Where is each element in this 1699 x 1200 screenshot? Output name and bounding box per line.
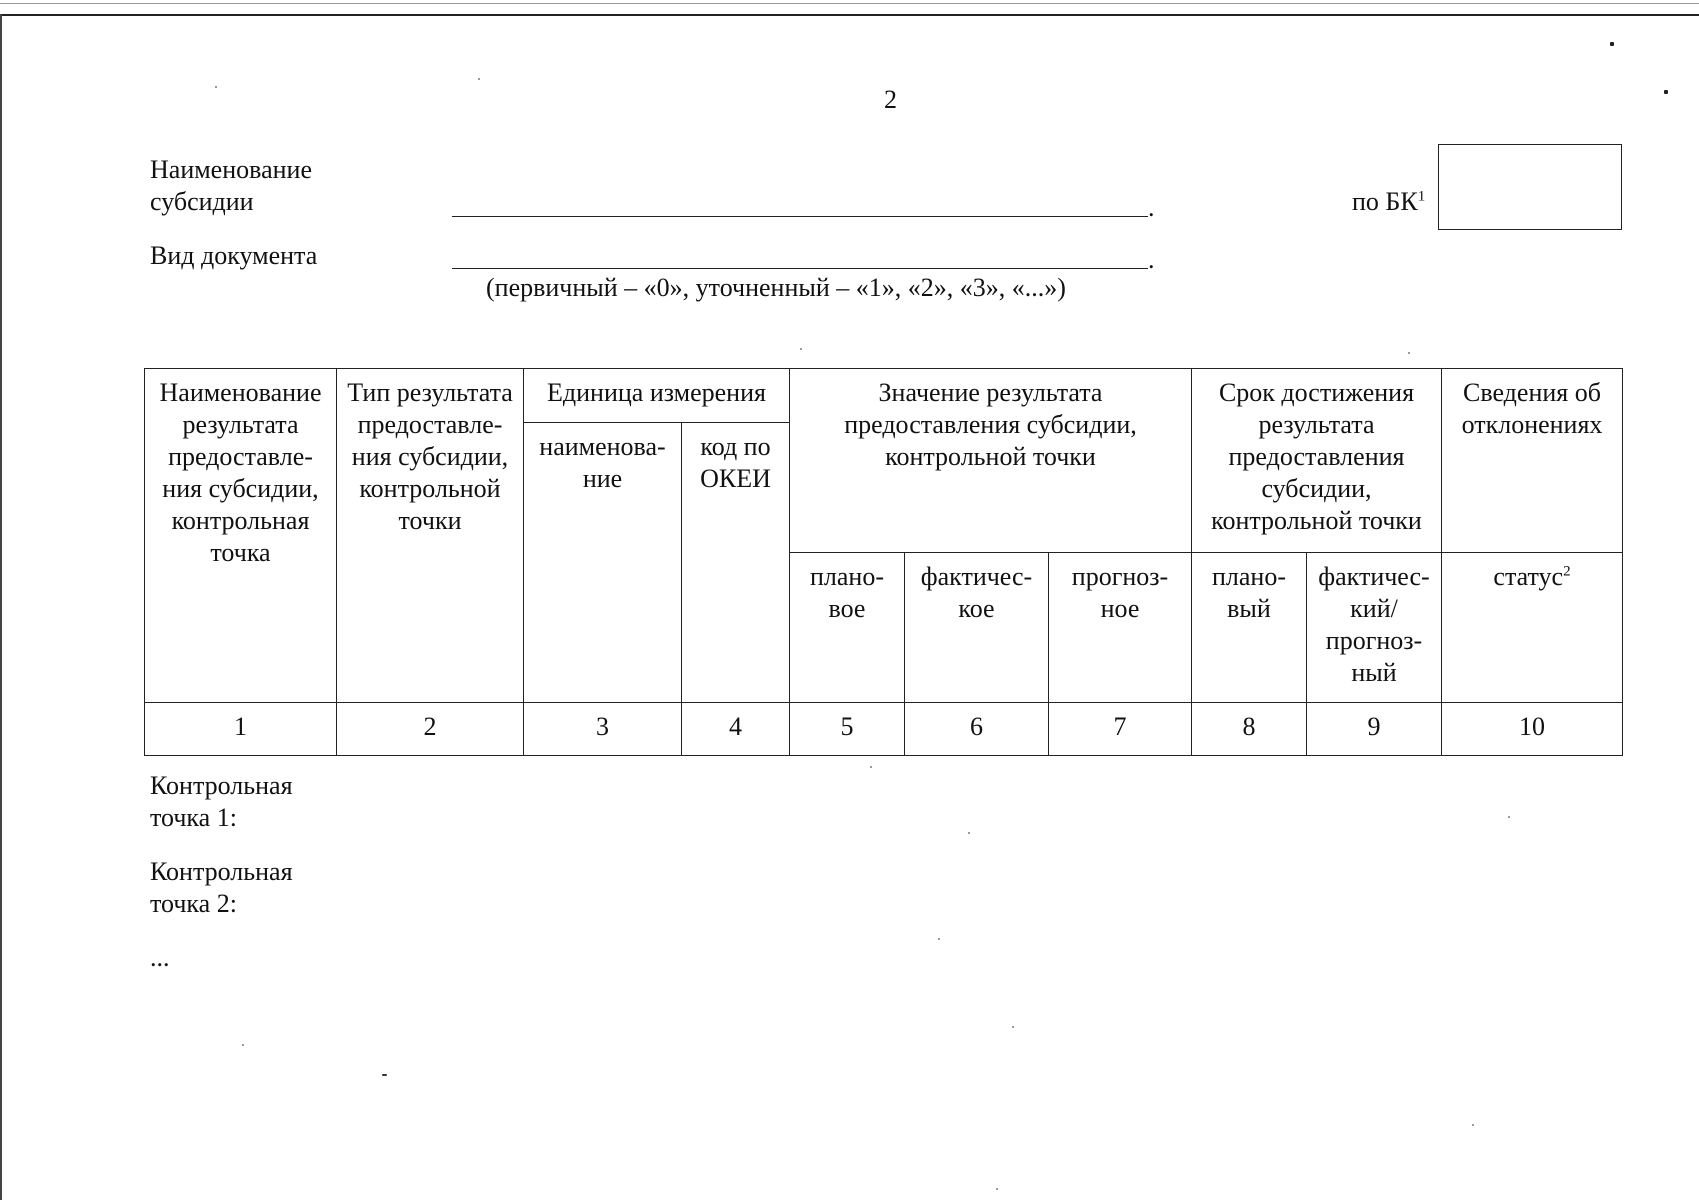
scan-speck (1012, 1026, 1014, 1028)
value-actual-header: фактичес-кое (905, 553, 1049, 703)
column-number: 2 (337, 703, 524, 756)
scan-speck (938, 938, 940, 940)
document-type-hint: (первичный – «0», уточненный – «1», «2», «3», «...») (486, 273, 1066, 302)
value-forecast-header: прогноз-ное (1049, 553, 1192, 703)
document-type-line[interactable] (452, 268, 1148, 269)
scan-speck (968, 832, 970, 834)
value-header: Значение результата предоставления субсидии, контрольной точки (790, 369, 1192, 553)
scan-speck (478, 78, 480, 80)
unit-header: Единица измерения (524, 369, 790, 423)
column-number: 8 (1192, 703, 1307, 756)
page-edge-top (0, 3, 1699, 4)
term-actual-header: фактичес-кий/ прогноз-ный (1307, 553, 1442, 703)
column-number: 3 (524, 703, 682, 756)
subsidy-name-label: Наименование субсидии (150, 155, 312, 216)
scan-speck (1472, 1124, 1474, 1126)
scan-speck (870, 766, 872, 768)
scan-speck (1508, 816, 1510, 818)
term-header: Срок достижения результата предоставления субсидии, контрольной точки (1192, 369, 1442, 553)
column-number: 4 (682, 703, 790, 756)
status-footnote: 2 (1563, 563, 1571, 580)
page-border-top (0, 14, 1699, 16)
scan-speck (996, 1188, 998, 1190)
scan-speck (1610, 42, 1614, 46)
results-table (144, 368, 1623, 756)
page-number: 2 (884, 85, 897, 114)
po-bk-footnote: 1 (1417, 188, 1426, 205)
po-bk-text: по БК (1352, 187, 1418, 216)
ellipsis: ... (150, 943, 170, 972)
scan-speck (800, 348, 802, 350)
scan-speck (242, 1044, 244, 1046)
bk-code-box[interactable] (1438, 144, 1622, 230)
column-number: 1 (145, 703, 337, 756)
status-header (1442, 553, 1623, 703)
subsidy-name-line-end: . (1148, 193, 1155, 222)
col-result-type-header: Тип результата предоставле-ния субсидии, контрольной точки (337, 369, 524, 703)
checkpoint-1-label: Контрольная точка 1: (150, 771, 293, 832)
unit-name-header: наименова-ние (524, 423, 682, 703)
column-number: 10 (1442, 703, 1623, 756)
subsidy-name-line[interactable] (452, 216, 1148, 217)
checkpoint-2-label: Контрольная точка 2: (150, 857, 293, 918)
document-type-line-end: . (1148, 245, 1155, 274)
scan-speck (382, 1074, 387, 1076)
page-border-left (0, 14, 2, 1200)
unit-code-header: код по ОКЕИ (682, 423, 790, 703)
scan-speck (215, 86, 217, 88)
column-number: 7 (1049, 703, 1192, 756)
scan-speck (1408, 352, 1410, 354)
status-label: статус (1493, 562, 1564, 591)
deviation-header: Сведения об отклонениях (1442, 369, 1623, 553)
column-number: 9 (1307, 703, 1442, 756)
scan-speck (1664, 90, 1668, 94)
document-type-label: Вид документа (150, 241, 318, 270)
col-result-name-header: Наименование результата предоставле-ния субсидии, контрольная точка (145, 369, 337, 703)
term-planned-header: плано-вый (1192, 553, 1307, 703)
column-number: 5 (790, 703, 905, 756)
po-bk-label (1352, 186, 1425, 218)
column-number: 6 (905, 703, 1049, 756)
value-planned-header: плано-вое (790, 553, 905, 703)
